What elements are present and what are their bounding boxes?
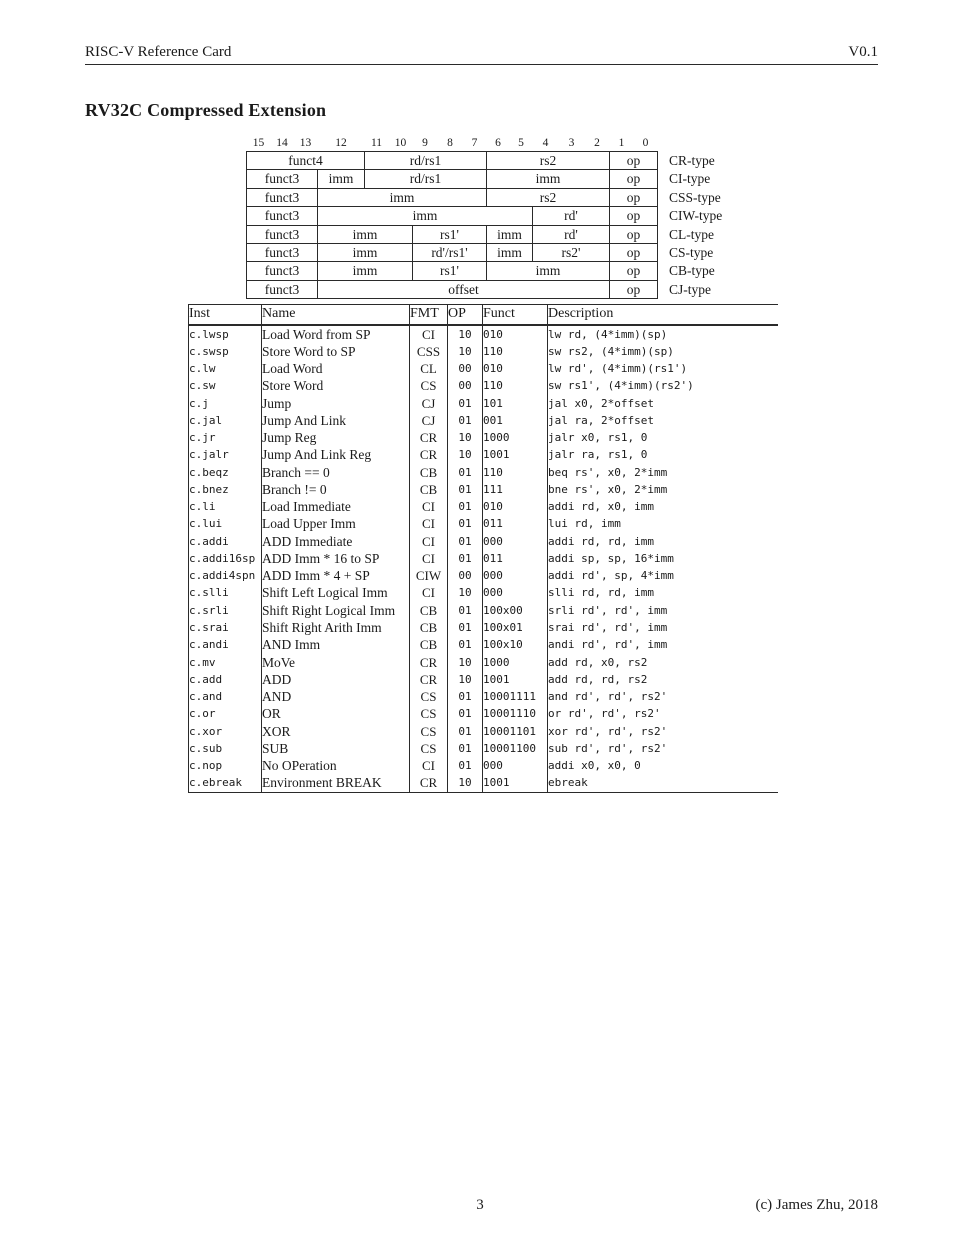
description-cell: sw rs1', (4*imm)(rs2'): [548, 377, 778, 394]
op-cell: 00: [448, 567, 483, 584]
description-cell: add rd, rd, rs2: [548, 671, 778, 688]
table-row: [189, 723, 778, 740]
name-cell: Branch != 0: [262, 481, 410, 498]
op-cell: 01: [448, 636, 483, 653]
funct-cell: 1000: [483, 654, 548, 671]
bitfield-cell: funct3: [247, 225, 318, 243]
table-row: [189, 654, 778, 671]
format-type-label: CJ-type: [669, 281, 711, 297]
op-cell: 01: [448, 498, 483, 515]
table-row: [189, 412, 778, 429]
bitfield-cell: funct3: [247, 262, 318, 280]
bit-index-label: 11: [370, 137, 383, 149]
table-row: [189, 671, 778, 688]
name-cell: Jump: [262, 395, 410, 412]
description-cell: ebreak: [548, 774, 778, 792]
name-cell: Shift Left Logical Imm: [262, 584, 410, 601]
table-row: [189, 395, 778, 412]
description-cell: jal x0, 2*offset: [548, 395, 778, 412]
funct-cell: 10001110: [483, 705, 548, 722]
fmt-cell: CS: [410, 723, 448, 740]
page-number: 3: [476, 1197, 484, 1213]
bitfield-cell: funct3: [247, 207, 318, 225]
bitfield-cell: rd': [533, 207, 610, 225]
funct-cell: 010: [483, 360, 548, 377]
format-row: [247, 244, 723, 262]
bitfield-cell: imm: [487, 170, 610, 188]
column-header-fmt: FMT: [410, 305, 448, 325]
name-cell: XOR: [262, 723, 410, 740]
fmt-cell: CR: [410, 671, 448, 688]
table-row: [189, 481, 778, 498]
funct-cell: 10001111: [483, 688, 548, 705]
table-row: [189, 774, 778, 792]
column-header-description: Description: [548, 305, 778, 325]
table-row: [189, 377, 778, 394]
bitfield-cell: rs2: [487, 152, 610, 170]
inst-cell: c.add: [189, 671, 262, 688]
funct-cell: 100x01: [483, 619, 548, 636]
name-cell: Load Immediate: [262, 498, 410, 515]
bit-index-label: 13: [299, 137, 312, 149]
fmt-cell: CS: [410, 740, 448, 757]
bitfield-cell: op: [610, 207, 658, 225]
format-row: [247, 188, 723, 206]
fmt-cell: CR: [410, 774, 448, 792]
fmt-cell: CB: [410, 636, 448, 653]
inst-cell: c.lw: [189, 360, 262, 377]
description-cell: bne rs', x0, 2*imm: [548, 481, 778, 498]
fmt-cell: CS: [410, 377, 448, 394]
op-cell: 10: [448, 774, 483, 792]
fmt-cell: CB: [410, 619, 448, 636]
inst-cell: c.ebreak: [189, 774, 262, 792]
inst-cell: c.or: [189, 705, 262, 722]
inst-cell: c.sub: [189, 740, 262, 757]
bitfield-cell: rd'/rs1': [413, 244, 487, 262]
fmt-cell: CL: [410, 360, 448, 377]
bit-index-label: 2: [594, 137, 600, 149]
op-cell: 10: [448, 671, 483, 688]
funct-cell: 110: [483, 377, 548, 394]
name-cell: AND: [262, 688, 410, 705]
column-header-funct: Funct: [483, 305, 548, 325]
op-cell: 10: [448, 446, 483, 463]
page-header: [85, 44, 878, 65]
name-cell: Load Word from SP: [262, 325, 410, 343]
funct-cell: 000: [483, 533, 548, 550]
instruction-table: [188, 304, 778, 793]
table-row: [189, 705, 778, 722]
bitfield-cell: rd/rs1: [365, 170, 487, 188]
description-cell: jal ra, 2*offset: [548, 412, 778, 429]
table-row: [189, 533, 778, 550]
description-cell: lw rd', (4*imm)(rs1'): [548, 360, 778, 377]
format-type-label: CB-type: [669, 263, 715, 279]
inst-cell: c.swsp: [189, 343, 262, 360]
funct-cell: 000: [483, 567, 548, 584]
bitfield-cell: rs1': [413, 262, 487, 280]
op-cell: 01: [448, 464, 483, 481]
description-cell: slli rd, rd, imm: [548, 584, 778, 601]
bit-index-label: 6: [495, 137, 501, 149]
table-row: [189, 464, 778, 481]
format-row: [247, 170, 723, 188]
name-cell: AND Imm: [262, 636, 410, 653]
bitfield-cell: imm: [318, 225, 413, 243]
name-cell: OR: [262, 705, 410, 722]
funct-cell: 001: [483, 412, 548, 429]
op-cell: 01: [448, 412, 483, 429]
inst-cell: c.jal: [189, 412, 262, 429]
funct-cell: 10001101: [483, 723, 548, 740]
inst-cell: c.nop: [189, 757, 262, 774]
table-row: [189, 360, 778, 377]
op-cell: 01: [448, 550, 483, 567]
bit-index-label: 4: [542, 137, 549, 149]
format-type-label: CSS-type: [669, 189, 721, 205]
bit-index-label: 14: [276, 137, 288, 149]
description-cell: addi rd, x0, imm: [548, 498, 778, 515]
format-row: [247, 280, 723, 298]
bit-index-row: [247, 135, 723, 152]
description-cell: lw rd, (4*imm)(sp): [548, 325, 778, 343]
description-cell: addi sp, sp, 16*imm: [548, 550, 778, 567]
bitfield-cell: funct3: [247, 280, 318, 298]
description-cell: addi rd, rd, imm: [548, 533, 778, 550]
inst-cell: c.bnez: [189, 481, 262, 498]
name-cell: Branch == 0: [262, 464, 410, 481]
name-cell: Load Word: [262, 360, 410, 377]
bit-index-label: 1: [618, 137, 625, 149]
bitfield-cell: op: [610, 244, 658, 262]
description-cell: beq rs', x0, 2*imm: [548, 464, 778, 481]
op-cell: 00: [448, 377, 483, 394]
bitfield-cell: op: [610, 262, 658, 280]
inst-cell: c.sw: [189, 377, 262, 394]
op-cell: 10: [448, 343, 483, 360]
funct-cell: 111: [483, 481, 548, 498]
inst-cell: c.and: [189, 688, 262, 705]
bit-index-label: 0: [642, 137, 649, 149]
inst-cell: c.slli: [189, 584, 262, 601]
format-type-label: CL-type: [669, 226, 714, 242]
bitfield-cell: funct4: [247, 152, 365, 170]
format-row: [247, 225, 723, 243]
fmt-cell: CJ: [410, 395, 448, 412]
format-row: [247, 207, 723, 225]
op-cell: 01: [448, 619, 483, 636]
description-cell: srai rd', rd', imm: [548, 619, 778, 636]
funct-cell: 011: [483, 515, 548, 532]
name-cell: Jump And Link: [262, 412, 410, 429]
funct-cell: 101: [483, 395, 548, 412]
table-row: [189, 429, 778, 446]
bitfield-cell: imm: [318, 188, 487, 206]
name-cell: ADD Imm * 16 to SP: [262, 550, 410, 567]
op-cell: 01: [448, 688, 483, 705]
bitfield-cell: op: [610, 188, 658, 206]
fmt-cell: CI: [410, 757, 448, 774]
column-header-name: Name: [262, 305, 410, 325]
fmt-cell: CB: [410, 481, 448, 498]
section-title: RV32C Compressed Extension: [85, 100, 327, 120]
table-row: [189, 446, 778, 463]
op-cell: 10: [448, 654, 483, 671]
description-cell: xor rd', rd', rs2': [548, 723, 778, 740]
inst-cell: c.lwsp: [189, 325, 262, 343]
fmt-cell: CIW: [410, 567, 448, 584]
bitfield-cell: imm: [318, 244, 413, 262]
op-cell: 01: [448, 705, 483, 722]
bitfield-cell: rd': [533, 225, 610, 243]
description-cell: andi rd', rd', imm: [548, 636, 778, 653]
header-version: V0.1: [848, 44, 878, 60]
fmt-cell: CI: [410, 550, 448, 567]
name-cell: SUB: [262, 740, 410, 757]
bitfield-cell: op: [610, 225, 658, 243]
inst-cell: c.srai: [189, 619, 262, 636]
funct-cell: 1001: [483, 671, 548, 688]
bitfield-cell: op: [610, 280, 658, 298]
fmt-cell: CI: [410, 533, 448, 550]
inst-cell: c.jr: [189, 429, 262, 446]
funct-cell: 000: [483, 757, 548, 774]
column-header-inst: Inst: [189, 305, 262, 325]
bitfield-cell: imm: [487, 225, 533, 243]
inst-cell: c.srli: [189, 602, 262, 619]
fmt-cell: CI: [410, 498, 448, 515]
op-cell: 01: [448, 515, 483, 532]
table-row: [189, 757, 778, 774]
bitfield-cell: funct3: [247, 170, 318, 188]
fmt-cell: CR: [410, 654, 448, 671]
inst-cell: c.andi: [189, 636, 262, 653]
format-type-label: CR-type: [669, 153, 715, 168]
name-cell: Store Word: [262, 377, 410, 394]
description-cell: jalr ra, rs1, 0: [548, 446, 778, 463]
op-cell: 01: [448, 533, 483, 550]
funct-cell: 100x00: [483, 602, 548, 619]
description-cell: sw rs2, (4*imm)(sp): [548, 343, 778, 360]
name-cell: Shift Right Logical Imm: [262, 602, 410, 619]
format-type-label: CI-type: [669, 171, 711, 187]
copyright-notice: (c) James Zhu, 2018: [755, 1197, 878, 1213]
fmt-cell: CI: [410, 584, 448, 601]
funct-cell: 110: [483, 343, 548, 360]
fmt-cell: CJ: [410, 412, 448, 429]
fmt-cell: CR: [410, 446, 448, 463]
bitfield-cell: funct3: [247, 188, 318, 206]
description-cell: add rd, x0, rs2: [548, 654, 778, 671]
fmt-cell: CB: [410, 464, 448, 481]
format-type-label: CIW-type: [669, 208, 723, 224]
description-cell: sub rd', rd', rs2': [548, 740, 778, 757]
bitfield-cell: op: [610, 152, 658, 170]
table-row: [189, 740, 778, 757]
table-row: [189, 636, 778, 653]
fmt-cell: CS: [410, 705, 448, 722]
format-row: [247, 152, 723, 170]
fmt-cell: CS: [410, 688, 448, 705]
funct-cell: 010: [483, 498, 548, 515]
bitfield-cell: rd/rs1: [365, 152, 487, 170]
inst-cell: c.jalr: [189, 446, 262, 463]
name-cell: ADD Imm * 4 + SP: [262, 567, 410, 584]
op-cell: 10: [448, 584, 483, 601]
inst-cell: c.li: [189, 498, 262, 515]
funct-cell: 010: [483, 325, 548, 343]
inst-cell: c.xor: [189, 723, 262, 740]
bit-index-label: 10: [394, 137, 407, 149]
table-row: [189, 515, 778, 532]
op-cell: 01: [448, 395, 483, 412]
format-table: [246, 135, 723, 299]
table-row: [189, 343, 778, 360]
fmt-cell: CI: [410, 515, 448, 532]
bitfield-cell: imm: [487, 262, 610, 280]
op-cell: 01: [448, 757, 483, 774]
name-cell: Shift Right Arith Imm: [262, 619, 410, 636]
bitfield-cell: imm: [487, 244, 533, 262]
table-row: [189, 567, 778, 584]
name-cell: No OPeration: [262, 757, 410, 774]
funct-cell: 1001: [483, 446, 548, 463]
bit-index-label: 5: [518, 137, 524, 149]
bit-index-label: 3: [568, 137, 575, 149]
column-header-op: OP: [448, 305, 483, 325]
description-cell: srli rd', rd', imm: [548, 602, 778, 619]
fmt-cell: CSS: [410, 343, 448, 360]
name-cell: Store Word to SP: [262, 343, 410, 360]
bitfield-cell: op: [610, 170, 658, 188]
bitfield-cell: imm: [318, 207, 533, 225]
name-cell: ADD Immediate: [262, 533, 410, 550]
description-cell: addi rd', sp, 4*imm: [548, 567, 778, 584]
name-cell: Jump Reg: [262, 429, 410, 446]
funct-cell: 1001: [483, 774, 548, 792]
bit-index-label: 9: [422, 137, 428, 149]
table-row: [189, 688, 778, 705]
bitfield-cell: imm: [318, 170, 365, 188]
bitfield-cell: funct3: [247, 244, 318, 262]
description-cell: and rd', rd', rs2': [548, 688, 778, 705]
format-type-label: CS-type: [669, 245, 714, 261]
bit-index-label: 12: [335, 137, 347, 149]
funct-cell: 100x10: [483, 636, 548, 653]
inst-cell: c.addi: [189, 533, 262, 550]
fmt-cell: CR: [410, 429, 448, 446]
funct-cell: 011: [483, 550, 548, 567]
bit-index-label: 7: [471, 137, 478, 149]
inst-cell: c.addi4spn: [189, 567, 262, 584]
table-row: [189, 498, 778, 515]
inst-cell: c.mv: [189, 654, 262, 671]
name-cell: MoVe: [262, 654, 410, 671]
description-cell: jalr x0, rs1, 0: [548, 429, 778, 446]
funct-cell: 110: [483, 464, 548, 481]
description-cell: or rd', rd', rs2': [548, 705, 778, 722]
format-row: [247, 262, 723, 280]
inst-cell: c.beqz: [189, 464, 262, 481]
inst-cell: c.lui: [189, 515, 262, 532]
op-cell: 01: [448, 723, 483, 740]
table-header-row: [189, 305, 778, 325]
inst-cell: c.addi16sp: [189, 550, 262, 567]
bitfield-cell: rs1': [413, 225, 487, 243]
op-cell: 01: [448, 602, 483, 619]
bitfield-cell: rs2': [533, 244, 610, 262]
funct-cell: 000: [483, 584, 548, 601]
bit-index-label: 15: [252, 137, 265, 149]
bitfield-cell: imm: [318, 262, 413, 280]
op-cell: 10: [448, 429, 483, 446]
fmt-cell: CI: [410, 325, 448, 343]
op-cell: 01: [448, 481, 483, 498]
table-row: [189, 550, 778, 567]
bitfield-cell: rs2: [487, 188, 610, 206]
description-cell: lui rd, imm: [548, 515, 778, 532]
bit-index-label: 8: [447, 137, 453, 149]
name-cell: Environment BREAK: [262, 774, 410, 792]
format-diagram: [246, 135, 723, 299]
instruction-listing: [188, 304, 778, 793]
table-row: [189, 584, 778, 601]
op-cell: 01: [448, 740, 483, 757]
table-row: [189, 619, 778, 636]
table-row: [189, 602, 778, 619]
op-cell: 00: [448, 360, 483, 377]
name-cell: Load Upper Imm: [262, 515, 410, 532]
inst-cell: c.j: [189, 395, 262, 412]
name-cell: Jump And Link Reg: [262, 446, 410, 463]
bitfield-cell: offset: [318, 280, 610, 298]
fmt-cell: CB: [410, 602, 448, 619]
funct-cell: 1000: [483, 429, 548, 446]
funct-cell: 10001100: [483, 740, 548, 757]
op-cell: 10: [448, 325, 483, 343]
name-cell: ADD: [262, 671, 410, 688]
table-row: [189, 325, 778, 343]
header-document-title: RISC-V Reference Card: [85, 44, 232, 60]
description-cell: addi x0, x0, 0: [548, 757, 778, 774]
